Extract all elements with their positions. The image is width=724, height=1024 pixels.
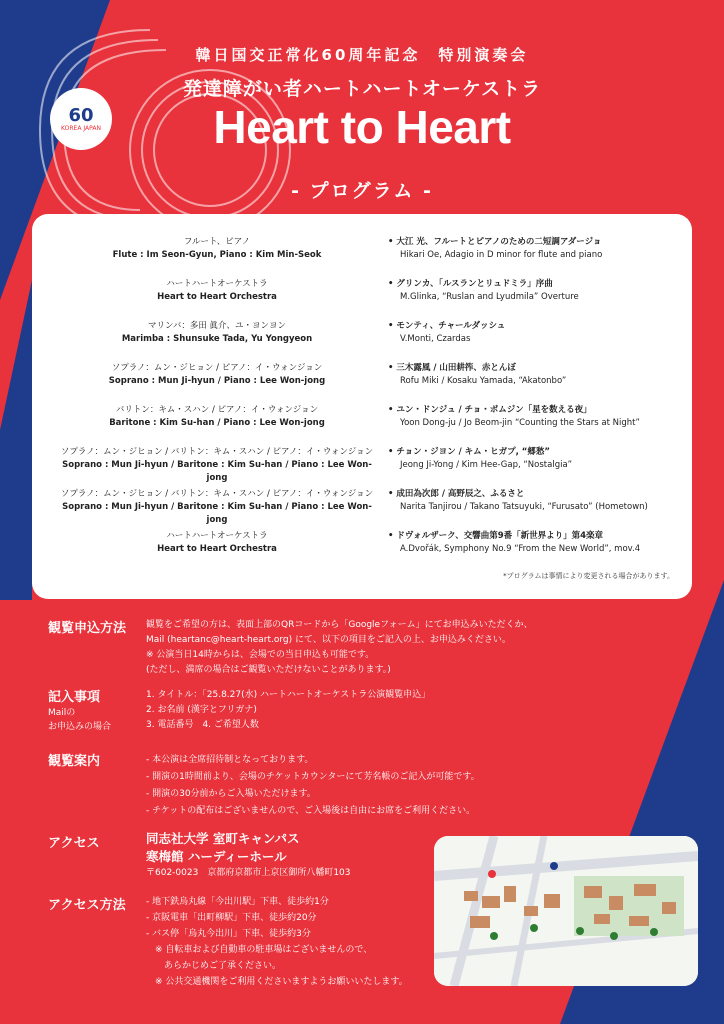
guide-line: - チケットの配布はございませんので、ご入場後は自由にお席をご利用ください。 <box>146 806 476 816</box>
entry-sub <box>48 706 111 734</box>
apply-text <box>146 618 566 678</box>
piece-jp: • 大江 光、フルートとピアノのための二短調アダージョ <box>388 236 688 249</box>
piece-en: Jeong Ji-Yong / Kim Hee-Gap, “Nostalgia” <box>400 460 573 470</box>
transport-text <box>146 894 436 990</box>
program-card <box>32 214 692 599</box>
program-row <box>32 236 692 270</box>
performer-en: Marimba : Shunsuke Tada, Yu Yongyeon <box>121 334 313 344</box>
entry-line: 2. お名前 (漢字とフリガナ) <box>146 705 257 715</box>
apply-line: Mail (heartanc@heart-heart.org) にて、以下の項目をご記入の上、お申込みください。 <box>146 635 511 645</box>
piece-jp: • モンティ、チャールダッシュ <box>388 320 688 333</box>
piece-en: Narita Tanjirou / Takano Tatsuyuki, “Furusato” (Hometown) <box>400 502 648 512</box>
performer-en: Soprano : Mun Ji-hyun / Baritone : Kim Su-han / Piano : Lee Won-jong <box>62 460 372 483</box>
program-heading: - プログラム - <box>291 180 433 202</box>
program-row <box>32 278 692 312</box>
entry-label: 記入事項 <box>48 690 101 705</box>
performer-jp: ハートハートオーケストラ <box>166 279 268 289</box>
apply-label: 観覧申込方法 <box>48 621 127 636</box>
performer-jp: バリトン：キム・スハン / ピアノ：イ・ウォンジョン <box>115 405 319 415</box>
logo-number: 60 <box>68 104 94 126</box>
performer-jp: フルート、ピアノ <box>183 237 251 247</box>
hall-name: 寒梅館 ハーディーホール <box>146 849 287 864</box>
performer-en: Soprano : Mun Ji-hyun / Piano : Lee Won-jong <box>108 376 326 386</box>
piece-en: A.Dvořák, Symphony No.9 “From the New World”, mov.4 <box>400 544 641 554</box>
piece-en: Hikari Oe, Adagio in D minor for flute and piano <box>400 250 603 260</box>
guide-line: - 開演の1時間前より、会場のチケットカウンターにて芳名帳のご記入が可能です。 <box>146 772 480 782</box>
program-row <box>32 446 692 483</box>
piece-jp: • 三木露風 / 山田耕筰、赤とんぼ <box>388 362 688 375</box>
venue-address: 〒602-0023 京都府京都市上京区御所八幡町103 <box>146 868 351 878</box>
program-row <box>32 404 692 438</box>
guide-label: 観覧案内 <box>48 754 101 769</box>
performer-jp: ソプラノ：ムン・ジヒョン / ピアノ：イ・ウォンジョン <box>111 363 323 373</box>
performer-en: Soprano : Mun Ji-hyun / Baritone : Kim Su-han / Piano : Lee Won-jong <box>62 502 372 525</box>
piece-en: Rofu Miki / Kosaku Yamada, “Akatonbo” <box>400 376 567 386</box>
map-illustration <box>434 836 698 986</box>
piece-jp: • グリンカ、「ルスランとリュドミラ」序曲 <box>388 278 688 291</box>
piece-jp: • 成田為次郎 / 高野辰之、ふるさと <box>388 488 688 501</box>
entry-sub-line: お申込みの場合 <box>48 722 112 732</box>
logo-sub: KOREA JAPAN <box>61 124 101 132</box>
entry-line: 1. タイトル：「25.8.27(水) ハートハートオーケストラ公演観覧申込」 <box>146 690 431 700</box>
program-note: *プログラムは事情により変更される場合があります。 <box>503 572 674 580</box>
access-label: アクセス <box>48 836 100 851</box>
transport-line: ※ 自転車および自動車の駐車場はございませんので、 <box>146 945 373 955</box>
transport-line: - 京阪電車「出町柳駅」下車、徒歩約20分 <box>146 913 317 923</box>
event-subtitle: 韓日国交正常化60周年記念 特別演奏会 <box>195 46 529 64</box>
transport-line: あらかじめご了承ください。 <box>146 961 282 971</box>
performer-en: Flute : Im Seon-Gyun, Piano : Kim Min-Seok <box>112 250 322 260</box>
guide-line: - 本公演は全席招待制となっております。 <box>146 755 314 765</box>
apply-line: ※ 公演当日14時からは、会場での当日申込も可能です。 <box>146 650 375 660</box>
program-row <box>32 530 692 564</box>
performer-jp: ソプラノ：ムン・ジヒョン / バリトン：キム・スハン / ピアノ：イ・ウォンジョン <box>60 447 374 457</box>
piece-en: M.Glinka, “Ruslan and Lyudmila” Overture <box>400 292 579 302</box>
transport-line: - 地下鉄烏丸線「今出川駅」下車、徒歩約1分 <box>146 897 329 907</box>
program-row <box>32 362 692 396</box>
guide-text <box>146 752 566 820</box>
transport-line: ※ 公共交通機関をご利用くださいますようお願いいたします。 <box>146 977 408 987</box>
campus-map <box>434 836 698 986</box>
entry-text <box>146 688 566 733</box>
piece-jp: • ユン・ドンジュ / チョ・ボムジン「星を数える夜」 <box>388 404 688 417</box>
transport-label: アクセス方法 <box>48 898 126 913</box>
piece-jp: • ドヴォルザーク、交響曲第9番「新世界より」第4楽章 <box>388 530 688 543</box>
page-title: Heart to Heart <box>213 101 511 153</box>
performer-en: Heart to Heart Orchestra <box>157 544 277 554</box>
apply-line: (ただし、満席の場合はご観覧いただけないことがあります。) <box>146 665 391 675</box>
performer-en: Heart to Heart Orchestra <box>157 292 277 302</box>
piece-jp: • チョン・ジヨン / キム・ヒガプ, “郷愁” <box>388 446 688 459</box>
piece-en: V.Monti, Czardas <box>400 334 471 344</box>
transport-line: - バス停「烏丸今出川」下車、徒歩約3分 <box>146 929 311 939</box>
piece-en: Yoon Dong-ju / Jo Beom-jin “Counting the Stars at Night” <box>400 418 640 428</box>
venue-name: 同志社大学 室町キャンパス <box>146 831 300 846</box>
program-row <box>32 320 692 354</box>
entry-sub-line: Mailの <box>48 708 76 718</box>
program-row <box>32 488 692 525</box>
performer-jp: ハートハートオーケストラ <box>166 531 268 541</box>
guide-line: - 開演の30分前からご入場いただけます。 <box>146 789 316 799</box>
performer-jp: マリンバ：多田 眞介、ユ・ヨンヨン <box>147 321 287 331</box>
performer-jp: ソプラノ：ムン・ジヒョン / バリトン：キム・スハン / ピアノ：イ・ウォンジョン <box>60 489 374 499</box>
entry-line: 3. 電話番号 4. ご希望人数 <box>146 720 259 730</box>
apply-line: 観覧をご希望の方は、表面上部のQRコードから「Googleフォーム」にてお申込みいただくか、 <box>146 620 533 630</box>
orchestra-name: 発達障がい者ハートハートオーケストラ <box>182 78 542 100</box>
performer-en: Baritone : Kim Su-han / Piano : Lee Won-jong <box>109 418 325 428</box>
